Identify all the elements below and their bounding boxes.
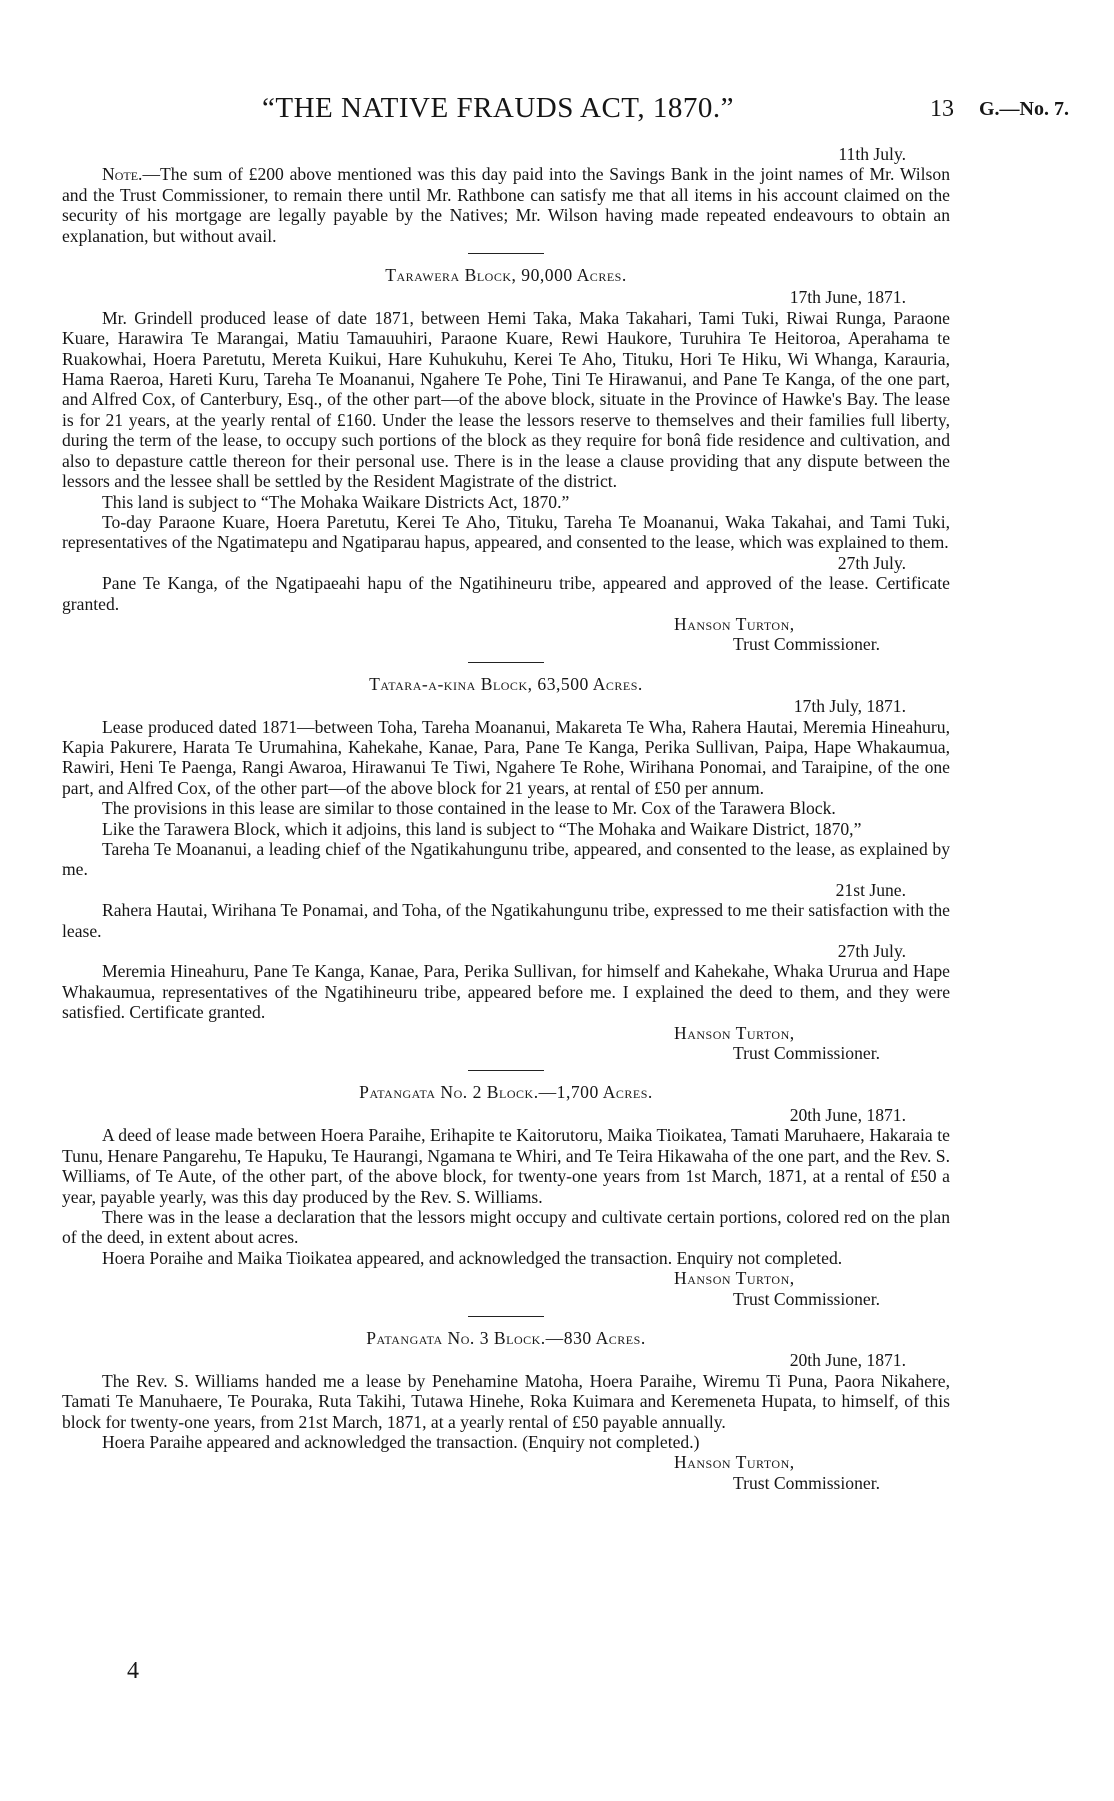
paragraph: A deed of lease made between Hoera Paraihe, Erihapite te Kaitorutoru, Maika Tioikatea, Tamati Maruhaere, Hakaraia te Tunu, Henare Pangarehu, Te Hapuku, Te Haurangi, Ngamana te Whiri, and Te Teira Hikawaha of the one part, and the Rev. S. Williams, of Te Aute, of the other part, of the above block, for twenty-one years from 1st March, 1871, at a rental of £50 a year, payable yearly, was this day produced by the Rev. S. Williams. [62,1125,950,1207]
note-date: 11th July. [838,144,906,164]
paragraph: The Rev. S. Williams handed me a lease by Penehamine Matoha, Hoera Paraihe, Wiremu Ti Puna, Paora Nikahere, Tamati Te Manuhaere, Te Pouraka, Ruta Takihi, Tutawa Hinehe, Roka Kuimara and Keremeneta Hupata, to himself, of this block for twenty-one years, from 21st March, 1871, at a yearly rental of £50 payable annually. [62,1370,950,1432]
paragraph: Rahera Hautai, Wirihana Te Ponamai, and Toha, of the Ngatikahungunu tribe, expressed to me their satisfaction with the lease. [62,900,950,941]
patangata2-section [62,1082,950,1308]
section-divider [468,662,544,663]
section-divider [468,1316,544,1317]
paragraph: Tareha Te Moananui, a leading chief of the Ngatikahungunu tribe, appeared, and consented to the lease, as explained by me. [62,839,950,880]
entry-date: 21st June. [835,879,906,900]
signature-name: Hanson Turton, [674,613,795,634]
page-header [0,92,1114,132]
note-paragraph [62,164,950,246]
signature-name: Hanson Turton, [674,1268,795,1289]
paragraph: To-day Paraone Kuare, Hoera Paretutu, Kerei Te Aho, Tituku, Tareha Te Moananui, Waka Takahai, and Tami Tuki, representatives of the Ngatimatepu and Ngatiparau hapus, appeared, and consented to the lease, which was explained to them. [62,511,950,553]
patangata3-section [62,1328,950,1493]
paragraph: Mr. Grindell produced lease of date 1871, between Hemi Taka, Maka Takahari, Tami Tuki, Riwai Runga, Paraone Kuare, Harawira Te Marangai, Matiu Tamauuhiri, Paraone Kuare, Rewi Haukore, Turuhira Te Heitoroa, Aperahama te Ruakowhai, Hoera Paretutu, Mereta Kuikui, Hare Kuhukuhu, Kerei Te Aho, Tituku, Hori Te Hiku, Wi Whanga, Karauria, Hama Raeroa, Hareti Kuru, Tareha Te Moananui, Ngahere Te Pohe, Tini Te Hirawanui, and Pane Te Kanga, of the one part, and Alfred Cox, of Canterbury, Esq., of the other part—of the above block, situate in the Province of Hawke's Bay. The lease is for 21 years, at the yearly rental of £160. Under the lease the lessors reserve to themselves and their families full liberty, during the term of the lease, to occupy such portions of the block as they require for bonâ fide residence and cultivation, and also to depasture cattle thereon for their personal use. There is in the lease a clause providing that any dispute between the lessors and the lessee shall be settled by the Resident Magistrate of the district. [62,307,950,492]
paragraph: Pane Te Kanga, of the Ngatipaeahi hapu of the Ngatihineuru tribe, appeared and approved of the lease. Certificate granted. [62,573,950,614]
signature-title: Trust Commissioner. [733,1043,880,1064]
entry-date: 17th June, 1871. [789,287,906,308]
note-label: Note. [102,164,143,185]
paragraph: There was in the lease a declaration that the lessors might occupy and cultivate certain portions, colored red on the plan of the deed, in extent about acres. [62,1206,950,1248]
section-heading: Patangata No. 2 Block.—1,700 Acres. [359,1082,653,1103]
paragraph: The provisions in this lease are similar to those contained in the lease to Mr. Cox of the Tarawera Block. [102,798,836,819]
section-heading: Tarawera Block, 90,000 Acres. [385,265,627,286]
section-heading: Tatara-a-kina Block, 63,500 Acres. [369,673,643,694]
entry-date: 17th July, 1871. [793,696,906,717]
running-title: “THE NATIVE FRAUDS ACT, 1870.” [262,92,734,124]
paragraph: Meremia Hineahuru, Pane Te Kanga, Kanae, Para, Perika Sullivan, for himself and Kahekahe, Whaka Ururua and Hape Whakaumua, representatives of the Ngatihineuru tribe, appeared before me. I explained the deed to them, and they were satisfied. Certificate granted. [62,961,950,1023]
tatara-section [62,674,950,1064]
note-text: —The sum of £200 above mentioned was this day paid into the Savings Bank in the joint names of Mr. Wilson and the Trust Commissioner, to remain there until Mr. Rathbone can satisfy me that all items in his account claimed on the security of his mortgage are legally payable by the Natives; Mr. Wilson having made repeated endeavours to obtain an explanation, but without avail. [62,164,950,246]
document-body [62,144,950,1493]
section-divider [468,253,544,254]
note-section [62,144,950,246]
entry-date: 20th June, 1871. [789,1350,906,1371]
signature-mark: 4 [127,1658,139,1684]
signature-name: Hanson Turton, [674,1022,795,1043]
tarawera-section [62,265,950,655]
paragraph: Lease produced dated 1871—between Toha, Tareha Moananui, Makareta Te Wha, Rahera Hautai, Meremia Hineahuru, Kapia Pakurere, Harata Te Urumahina, Kahekahe, Kanae, Para, Pane Te Kanga, Perika Sullivan, Paipa, Hape Whakaumua, Rawiri, Heni Te Paenga, Rangi Awaroa, Hirawanui Te Tiwi, Ngahere Te Rohe, Wirihana Ponomai, and Taraipine, of the one part, and Alfred Cox, of the other part—of the above block for 21 years, at rental of £50 per annum. [62,716,950,798]
paragraph: Hoera Paraihe appeared and acknowledged the transaction. (Enquiry not completed.) [102,1431,700,1452]
paragraph: Like the Tarawera Block, which it adjoins, this land is subject to “The Mohaka and Waikare District, 1870,” [102,818,862,839]
paragraph: Hoera Poraihe and Maika Tioikatea appeared, and acknowledged the transaction. Enquiry not completed. [102,1247,843,1268]
signature-name: Hanson Turton, [674,1452,795,1473]
document-reference: G.—No. 7. [979,98,1069,120]
paragraph: This land is subject to “The Mohaka Waikare Districts Act, 1870.” [102,491,570,512]
page-number: 13 [930,96,954,122]
section-divider [468,1070,544,1071]
entry-date: 27th July. [837,941,906,962]
section-heading: Patangata No. 3 Block.—830 Acres. [366,1327,646,1348]
entry-date: 20th June, 1871. [789,1104,906,1125]
signature-title: Trust Commissioner. [733,1472,880,1493]
signature-title: Trust Commissioner. [733,1288,880,1309]
entry-date: 27th July. [837,552,906,573]
signature-title: Trust Commissioner. [733,634,880,655]
